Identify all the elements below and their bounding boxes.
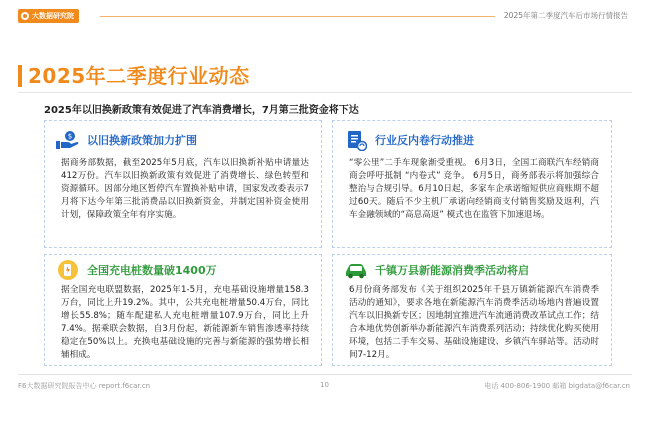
card-body: 据商务部数据，截至2025年5月底，汽车以旧换新补贴申请量达412万份。汽车以旧换新政策有效促进了消费增长、绿色转型和资源循环。因部分地区暂停汽车置换补贴申请，国家发改委表示7月将下达今年第三批消费品以旧换新资金，并制定国补资金使用计划，保障政策全年有序实施。 — [61, 158, 309, 220]
document-sync-icon — [343, 129, 369, 151]
top-bar — [0, 0, 650, 30]
page-title: 2025年二季度行业动态 — [28, 64, 250, 88]
charging-station-icon — [55, 259, 81, 281]
section-subheading: 2025年以旧换新政策有效促进了汽车消费增长，7月第三批资金将下达 — [44, 105, 359, 116]
card-body: 据全国充电联盟数据，2025年1-5月，充电基础设施增量158.3万台，同比上升19.2%。其中，公共充电桩增量50.4万台，同比增长55.8%；随车配建私人充电桩增量107.9万台，同比上升7.4%。据乘联会数据，自3月份起，新能源新车销售渗透率持续稳定在50%以上。充换电基础设施的完善与新能源的强势增长相辅相成。 — [61, 285, 309, 360]
card-header — [55, 257, 217, 283]
card-body: “零公里”二手车现象渐受重视。 6月3日，全国工商联汽车经销商商会呼吁抵制 “内卷式” 竞争。 6月5日，商务部表示将加强综合整治与合规引导。6月10日起，多家车企承诺缩短供应商账期不超过60天。随后不少主机厂承诺向经销商支付销售奖励及返利，汽车金融领域的“高息高返” 模式也在监管下加速退场。 — [349, 158, 599, 220]
logo-mark-icon — [21, 12, 29, 20]
title-divider — [18, 92, 632, 93]
card-title: 行业反内卷行动推进 — [375, 134, 474, 147]
logo-text: 大数据研究院 — [32, 12, 74, 20]
card-body: 6月份商务部发布《关于组织2025年千县万镇新能源汽车消费季活动的通知》，要求各地在新能源汽车消费季活动场地内普遍设置汽车以旧换新专区；因地制宜推进汽车流通消费改革试点工作；结合本地优势创新举办新能源汽车消费系列活动；持续优化购买使用环境，包括二手车交易、基础设施建设、乡镇汽车驿站等。活动时间7-12月。 — [349, 285, 599, 360]
card-trade-in-policy — [44, 120, 322, 248]
card-header — [343, 127, 474, 153]
card-title: 以旧换新政策加力扩围 — [87, 134, 197, 147]
money-hand-icon — [55, 129, 81, 151]
report-title: 2025年第二季度汽车后市场行情报告 — [503, 11, 628, 20]
card-title: 千镇万县新能源消费季活动将启 — [375, 264, 529, 277]
ev-car-icon — [343, 259, 369, 281]
card-title: 全国充电桩数量破1400万 — [87, 264, 217, 277]
title-accent-bar — [18, 65, 22, 87]
brand-logo — [18, 9, 79, 23]
footer-source: F6大数据研究院报告中心 report.f6car.cn — [18, 382, 151, 390]
page-number: 10 — [320, 381, 329, 389]
footer-divider — [18, 374, 632, 375]
footer-contact: 电话 400-806-1900 邮箱 bigdata@f6car.cn — [484, 382, 630, 390]
card-charging-piles — [44, 254, 322, 366]
card-header — [55, 127, 197, 153]
header-divider — [100, 16, 495, 17]
card-header — [343, 257, 529, 283]
svg-text:$: $ — [67, 132, 73, 141]
card-anti-involution — [332, 120, 612, 248]
card-ev-consumption-season — [332, 254, 612, 366]
